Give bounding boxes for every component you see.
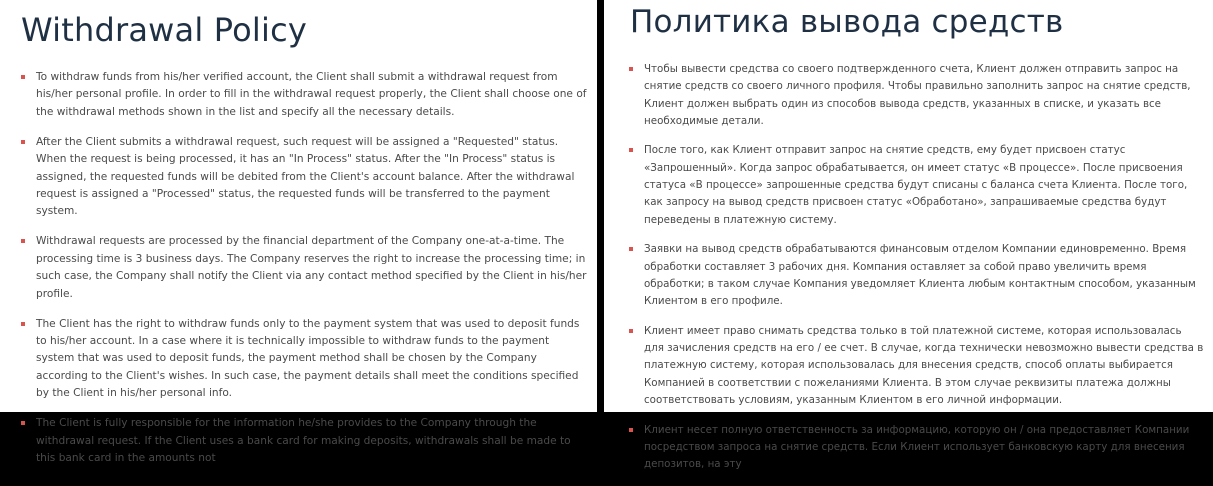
bullet-icon — [629, 67, 633, 71]
bullet-icon — [21, 322, 25, 326]
policy-item-text: После того, как Клиент отправит запрос на снятие средств, ему будет присвоен статус «Запрошенный». Когда запрос обрабатывается, он имеет статус «В процессе». После присвоения статуса «В процессе» запрошенные средства будут списаны с баланса счета Клиента. После того, как запросу на вывод средств присвоен статус «Обработано», запрашиваемые средства будут переведены в платежную систему. — [644, 144, 1188, 226]
policy-list-item — [629, 422, 1204, 474]
policy-item-text: Withdrawal requests are processed by the financial department of the Company one-at-a-time. The processing time is 3 business days. The Company reserves the right to increase the processing time; in such case, the Company shall notify the Client via any contact method specified by the Client in his/her profile. — [36, 235, 587, 300]
policy-list-item — [21, 233, 588, 303]
english-policy-panel — [0, 0, 597, 465]
english-policy-list — [21, 69, 588, 480]
policy-list-item — [629, 61, 1204, 130]
policy-item-text: Клиент имеет право снимать средства только в той платежной системе, которая использовалась для зачисления средств на его / ее счет. В случае, когда технически невозможно вывести средства в платежную систему, которая использовалась для внесения средств, способ оплаты выбирается Компанией в соответствии с пожеланиями Клиента. В этом случае реквизиты платежа должны соответствовать условиям, указанным Клиентом в его личной информации. — [644, 324, 1204, 406]
russian-policy-list — [629, 61, 1204, 486]
bullet-icon — [21, 421, 25, 425]
bullet-icon — [629, 329, 633, 333]
russian-policy-panel — [604, 0, 1213, 471]
policy-item-text: Чтобы вывести средства со своего подтвержденного счета, Клиент должен отправить запрос на снятие средств со своего личного профиля. Чтобы правильно заполнить запрос на снятие средств, Клиент должен выбрать один из способов вывода средств, указанных в списке, и указать все необходимые детали. — [644, 63, 1191, 127]
policy-list-item — [629, 241, 1204, 310]
bullet-icon — [629, 148, 633, 152]
bullet-icon — [21, 140, 25, 144]
bullet-icon — [629, 428, 633, 432]
policy-list-item — [629, 142, 1204, 228]
policy-list-item — [21, 134, 588, 221]
policy-item-text: The Client has the right to withdraw funds only to the payment system that was used to deposit funds to his/her account. In a case where it is technically impossible to withdraw funds to the payment system that was used to deposit funds, the payment method shall be chosen by the Company according to the Client's wishes. In such case, the payment details shall meet the conditions specified by the Client in his/her personal info. — [36, 317, 580, 400]
policy-list-item — [21, 316, 588, 403]
english-page-title: Withdrawal Policy — [21, 11, 308, 49]
policy-list-item — [21, 415, 588, 467]
policy-item-text: The Client is fully responsible for the information he/she provides to the Company through the withdrawal request. If the Client uses a bank card for making deposits, withdrawals shall be made to this bank card in the amounts not — [36, 417, 571, 465]
russian-page-title: Политика вывода средств — [630, 4, 1064, 40]
policy-item-text: Клиент несет полную ответственность за информацию, которую он / она предоставляет Компании посредством запроса на снятие средств. Если Клиент использует банковскую карту для внесения депозитов, на эту — [644, 423, 1190, 471]
bullet-icon — [21, 75, 25, 79]
policy-list-item — [21, 69, 588, 121]
policy-item-text: After the Client submits a withdrawal request, such request will be assigned a "Requested" status. When the request is being processed, it has an "In Process" status. After the "In Process" status is assigned, the requested funds will be debited from the Client's account balance. After the withdrawal request is assigned a "Processed" status, the requested funds will be transferred to the payment system. — [36, 135, 575, 218]
policy-item-text: Заявки на вывод средств обрабатываются финансовым отделом Компании единовременно. Время обработки составляет 3 рабочих дня. Компания оставляет за собой право увеличить время обработки; в таком случае Компания уведомляет Клиента любым контактным способом, указанным Клиентом в его профиле. — [644, 243, 1196, 308]
policy-list-item — [629, 323, 1204, 409]
bullet-icon — [21, 239, 25, 243]
policy-item-text: To withdraw funds from his/her verified account, the Client shall submit a withdrawal request from his/her personal profile. In order to fill in the withdrawal request properly, the Client shall choose one of the withdrawal methods shown in the list and specify all the necessary details. — [36, 71, 587, 118]
bullet-icon — [629, 247, 633, 251]
